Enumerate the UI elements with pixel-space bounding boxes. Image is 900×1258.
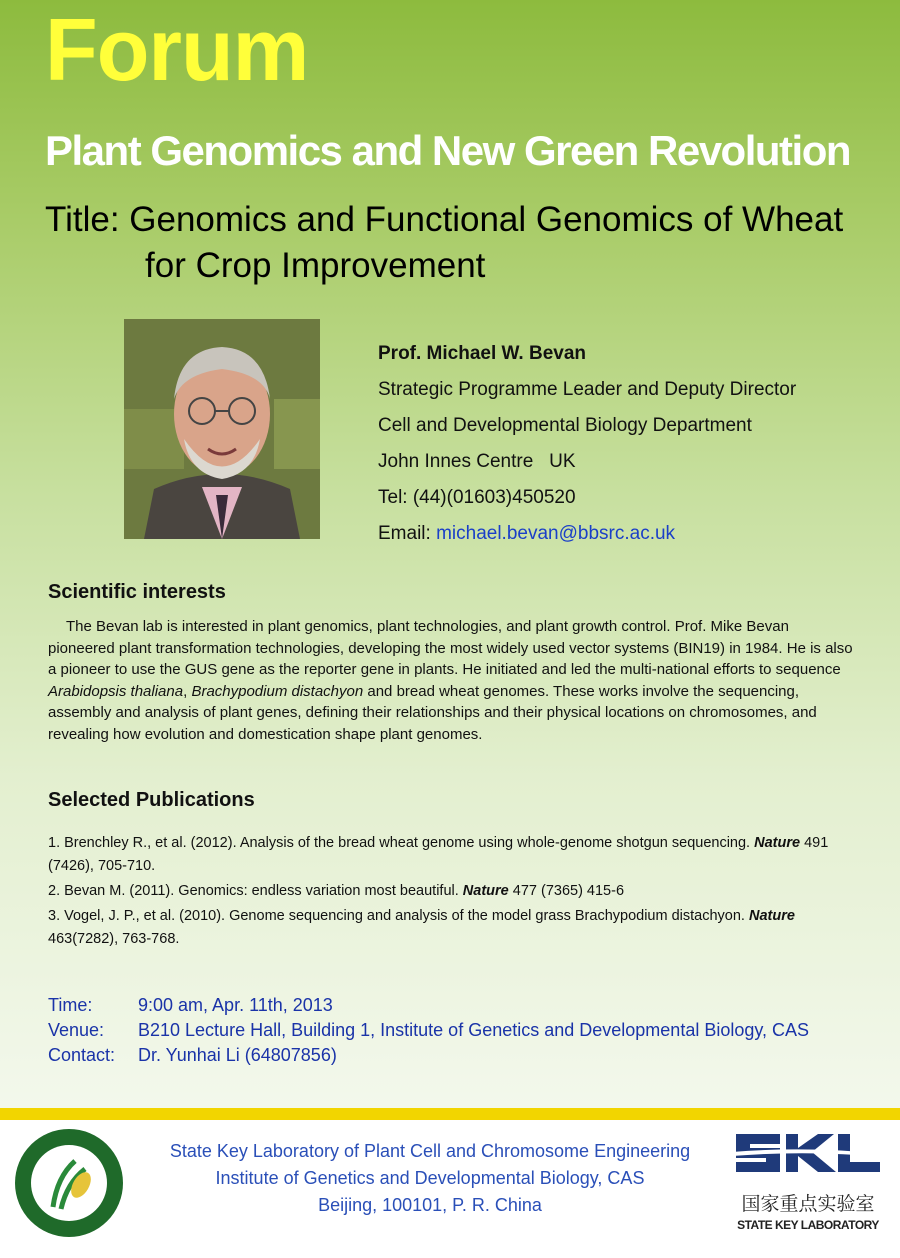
time-label: Time: [48,995,93,1015]
time-value: 9:00 am, Apr. 11th, 2013 [138,995,333,1015]
interests-text-c: and bread wheat genomes. These works involve the sequencing, assembly and analysis of plant genes, defining their relationships and their physical locations on chromosomes, and revealing how evolution and domestication shape plant genomes. [48,682,817,743]
event-venue-row [48,1018,809,1043]
venue-value: B210 Lecture Hall, Building 1, Institute of Genetics and Developmental Biology, CAS [138,1020,810,1040]
interests-paragraph [48,616,858,745]
event-time-row [48,993,809,1018]
speaker-institution: John Innes Centre UK [378,451,576,472]
speaker-tel: Tel: (44)(01603)450520 [378,487,576,508]
event-details [48,993,809,1068]
skl-english-name: STATE KEY LABORATORY [737,1218,879,1232]
publications-list [48,832,868,953]
interests-text-b: , [183,682,192,700]
event-contact-row [48,1043,809,1068]
speaker-portrait-icon [124,319,320,539]
pub-volume: 491 (7426), 705-710. [48,835,829,874]
forum-heading: Forum [45,0,309,99]
interests-heading: Scientific interests [48,581,226,603]
interests-text-a: The Bevan lab is interested in plant genomics, plant technologies, and plant growth control. Prof. Mike Bevan pioneered plant transformation technologies, developing the most widely used vector systems (BIN19) in 1984. He is also a pioneer to use the GUS gene as the reporter gene in plants. He initiated and led the multi-national efforts to sequence [48,618,853,678]
lab-seal-icon [13,1127,125,1239]
lab-institute: Institute of Genetics and Developmental Biology, CAS [215,1168,645,1188]
lab-seal-logo [13,1127,125,1239]
species-arabidopsis: Arabidopsis thaliana [48,682,184,700]
speaker-role: Strategic Programme Leader and Deputy Director [378,379,797,400]
skl-chinese-name: 国家重点实验室 [741,1193,875,1215]
lab-address [140,1138,720,1219]
pub-citation: 2. Bevan M. (2011). Genomics: endless variation most beautiful. [48,883,463,899]
speaker-department: Cell and Developmental Biology Department [378,415,752,436]
skl-logo-icon [732,1128,884,1178]
pub-journal: Nature [754,835,801,851]
pub-volume: 477 (7365) 415-6 [508,883,625,899]
pub-journal: Nature [748,908,795,924]
talk-title-line2: for Crop Improvement [145,246,486,285]
lab-city: Beijing, 100101, P. R. China [318,1195,542,1215]
publications-heading: Selected Publications [48,789,255,811]
publication-item [48,832,868,878]
speaker-email-row [378,516,796,552]
speaker-photo [124,319,320,539]
publication-item [48,880,868,903]
talk-title-line1: Title: Genomics and Functional Genomics of Wheat [45,200,844,239]
forum-subtitle: Plant Genomics and New Green Revolution [45,127,851,174]
venue-label: Venue: [48,1020,105,1040]
speaker-name: Prof. Michael W. Bevan [378,343,586,364]
contact-value: Dr. Yunhai Li (64807856) [138,1045,337,1065]
contact-label: Contact: [48,1045,116,1065]
talk-title [45,197,900,289]
email-label: Email: [378,523,437,544]
pub-citation: 1. Brenchley R., et al. (2012). Analysis of the bread wheat genome using whole-genome shotgun sequencing. [48,835,755,851]
lab-name: State Key Laboratory of Plant Cell and Chromosome Engineering [169,1141,691,1161]
pub-journal: Nature [462,883,509,899]
skl-logo [732,1128,884,1238]
footer-divider [0,1108,900,1120]
species-brachypodium: Brachypodium distachyon [191,682,364,700]
pub-citation: 3. Vogel, J. P., et al. (2010). Genome sequencing and analysis of the model grass Brachypodium distachyon. [48,908,749,924]
publication-item [48,905,868,951]
speaker-info [378,336,796,552]
email-link[interactable]: michael.bevan@bbsrc.ac.uk [436,523,676,544]
pub-volume: 463(7282), 763-768. [48,931,180,947]
